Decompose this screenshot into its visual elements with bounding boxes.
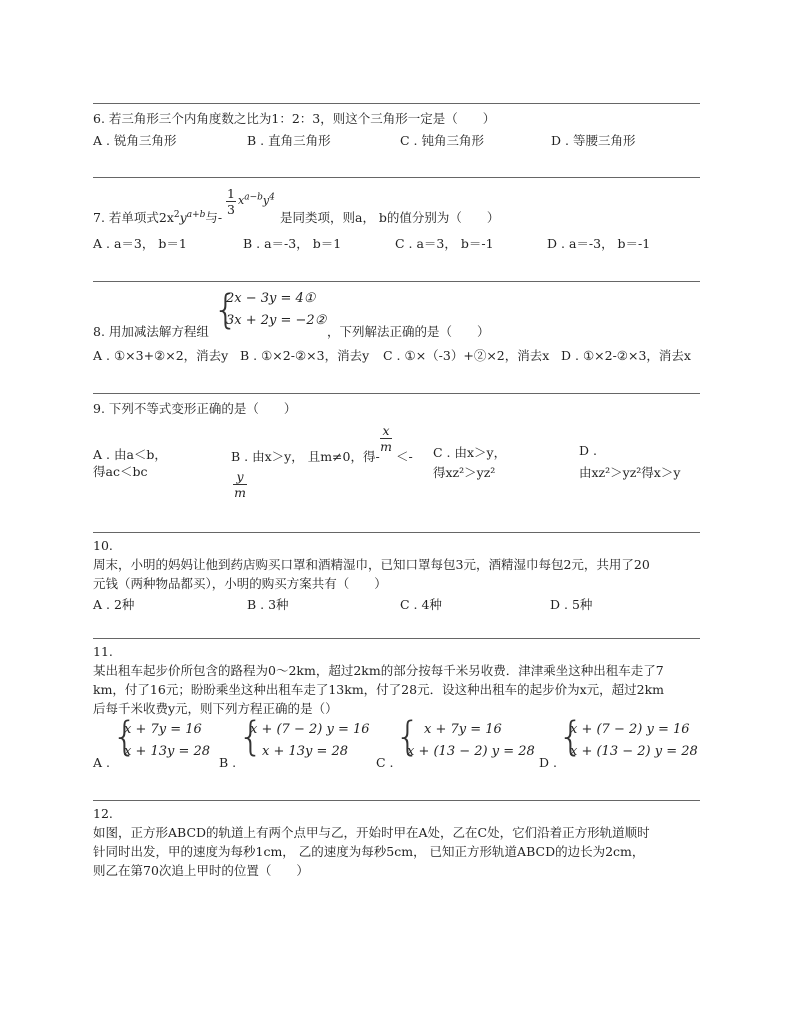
q8-option-b[interactable]: B . ①×2-②×3，消去y [240,348,370,363]
divider [93,532,700,533]
q11-number: 11. [93,644,113,659]
q12-line3: 则乙在第70次追上甲时的位置（ ） [93,863,309,878]
left-brace-icon: { [558,714,584,760]
q10-option-a[interactable]: A . 2种 [93,597,135,612]
q7-mono1-y: y [179,210,187,225]
q9-option-b-line1[interactable]: B . 由x＞y， 且m≠0，得- [231,449,380,464]
q7-option-a[interactable]: A . a＝3， b＝1 [93,236,187,251]
q11-option-d-eq1: x + (7 − 2) y = 16 [570,722,690,737]
q9-b-fraction-2 [233,469,247,500]
q11-option-d-label[interactable]: D . [539,755,557,770]
divider [93,177,700,178]
q9-b-fraction-1 [380,423,392,454]
q11-option-c-label[interactable]: C . [376,755,394,770]
q7-mono1-exp1: 2 [173,209,180,220]
q10-option-d[interactable]: D . 5种 [550,597,593,612]
q8-equation-1: 2x − 3y = 4① [226,291,316,306]
q11-option-b-label[interactable]: B . [219,755,237,770]
q11-option-c-eq2: x + (13 − 2) y = 28 [407,744,535,759]
left-brace-icon: { [112,714,138,760]
q9-b-frac1-num: x [382,423,390,438]
q11-option-a-eq1: x + 7y = 16 [124,722,202,737]
q11-option-d-eq2: x + (13 − 2) y = 28 [570,744,698,759]
q12-number: 12. [93,806,113,821]
q10-option-b[interactable]: B . 3种 [247,597,289,612]
q11-option-a-label[interactable]: A . [93,755,110,770]
q9-b-less-than: ＜- [396,449,413,464]
q6-option-c[interactable]: C . 钝角三角形 [400,133,484,148]
q6-option-a[interactable]: A . 锐角三角形 [93,133,177,148]
q7-mono2-exp1: a−b [244,192,263,203]
q8-suffix: ，下列解法正确的是（ ） [327,324,490,339]
q12-line1: 如图，正方形ABCD的轨道上有两个点甲与乙，开始时甲在A处，乙在C处，它们沿着正方形轨道顺时 [93,825,650,840]
q8-option-c[interactable]: C . ①×（-3）+②×2，消去x [383,348,550,363]
q7-mono1-coef: 2x [158,210,174,225]
left-brace-icon: { [238,714,264,760]
divider [93,281,700,282]
q8-stem: 8. 用加减法解方程组 [93,324,209,339]
q11-option-a-eq2: x + 13y = 28 [124,744,211,759]
q7-mono2-y: y [262,194,270,207]
q10-line2: 元钱（两种物品都买），小明的购买方案共有（ ） [93,576,387,591]
q7-with: 与- [205,210,223,225]
q11-line3: 后每千米收费y元，则下列方程正确的是（） [93,701,338,716]
q10-line1: 周末，小明的妈妈让他到药店购买口罩和酒精湿巾，已知口罩每包3元，酒精湿巾每包2元，共用了20 [93,557,650,572]
q8-equation-2: 3x + 2y = −2② [226,313,327,328]
q10-number: 10. [93,538,113,553]
q11-option-b-eq1: x + (7 − 2) y = 16 [250,722,370,737]
left-brace-icon: { [213,287,239,333]
q11-option-c-eq1: x + 7y = 16 [424,722,502,737]
q9-option-a-line1[interactable]: A . 由a＜b， [93,447,167,462]
q7-frac-den: 3 [227,202,235,217]
q9-option-d-line2[interactable]: 由xz²＞yz²得x＞y [579,465,681,480]
q9-option-c-line2[interactable]: 得xz²＞yz² [433,465,496,480]
divider [93,393,700,394]
q8-option-d[interactable]: D . ①×2-②×3，消去x [561,348,691,363]
q7-fraction [226,186,236,217]
q7-mono1-exp2: a+b [186,209,206,220]
left-brace-icon: { [395,714,421,760]
q7-frac-num: 1 [227,186,235,201]
q7-prefix: 7. 若单项式 [93,210,159,225]
q7-option-d[interactable]: D . a＝-3， b＝-1 [547,236,651,251]
q8-option-a[interactable]: A . ①×3+②×2，消去y [93,348,229,363]
q11-line2: km，付了16元；盼盼乘坐这种出租车走了13km，付了28元．设这种出租车的起步价为x元，超过2km [93,682,665,697]
q9-option-a-line2[interactable]: 得ac＜bc [93,464,148,479]
q6-stem: 6. 若三角形三个内角度数之比为1：2：3，则这个三角形一定是（ ） [93,111,496,126]
q7-stem [93,208,222,226]
q7-mono2-exp2: 4 [269,192,275,203]
q7-monomial2 [238,194,275,207]
q11-option-b-eq2: x + 13y = 28 [262,744,349,759]
divider [93,103,700,104]
q9-b-frac1-den: m [380,439,392,454]
q7-mono2-x: x [238,194,245,207]
divider [93,800,700,801]
q9-b-frac2-den: m [234,485,246,500]
q9-stem: 9. 下列不等式变形正确的是（ ） [93,401,297,416]
q6-option-d[interactable]: D . 等腰三角形 [551,133,636,148]
q6-option-b[interactable]: B . 直角三角形 [247,133,331,148]
q11-line1: 某出租车起步价所包含的路程为0～2km，超过2km的部分按每千米另收费．津津乘坐这种出租车走了7 [93,663,664,678]
q12-line2: 针同时出发，甲的速度为每秒1cm， 乙的速度为每秒5cm， 已知正方形轨道ABCD的边长为2cm， [93,844,645,859]
q9-option-c-line1[interactable]: C . 由x＞y， [433,445,507,460]
q9-option-d-line1[interactable]: D . [579,443,597,458]
q7-suffix: 是同类项，则a， b的值分别为（ ） [280,210,500,225]
q9-b-frac2-num: y [236,469,244,484]
q10-option-c[interactable]: C . 4种 [400,597,442,612]
divider [93,638,700,639]
q7-option-b[interactable]: B . a＝-3， b＝1 [243,236,342,251]
q7-option-c[interactable]: C . a＝3， b＝-1 [395,236,494,251]
